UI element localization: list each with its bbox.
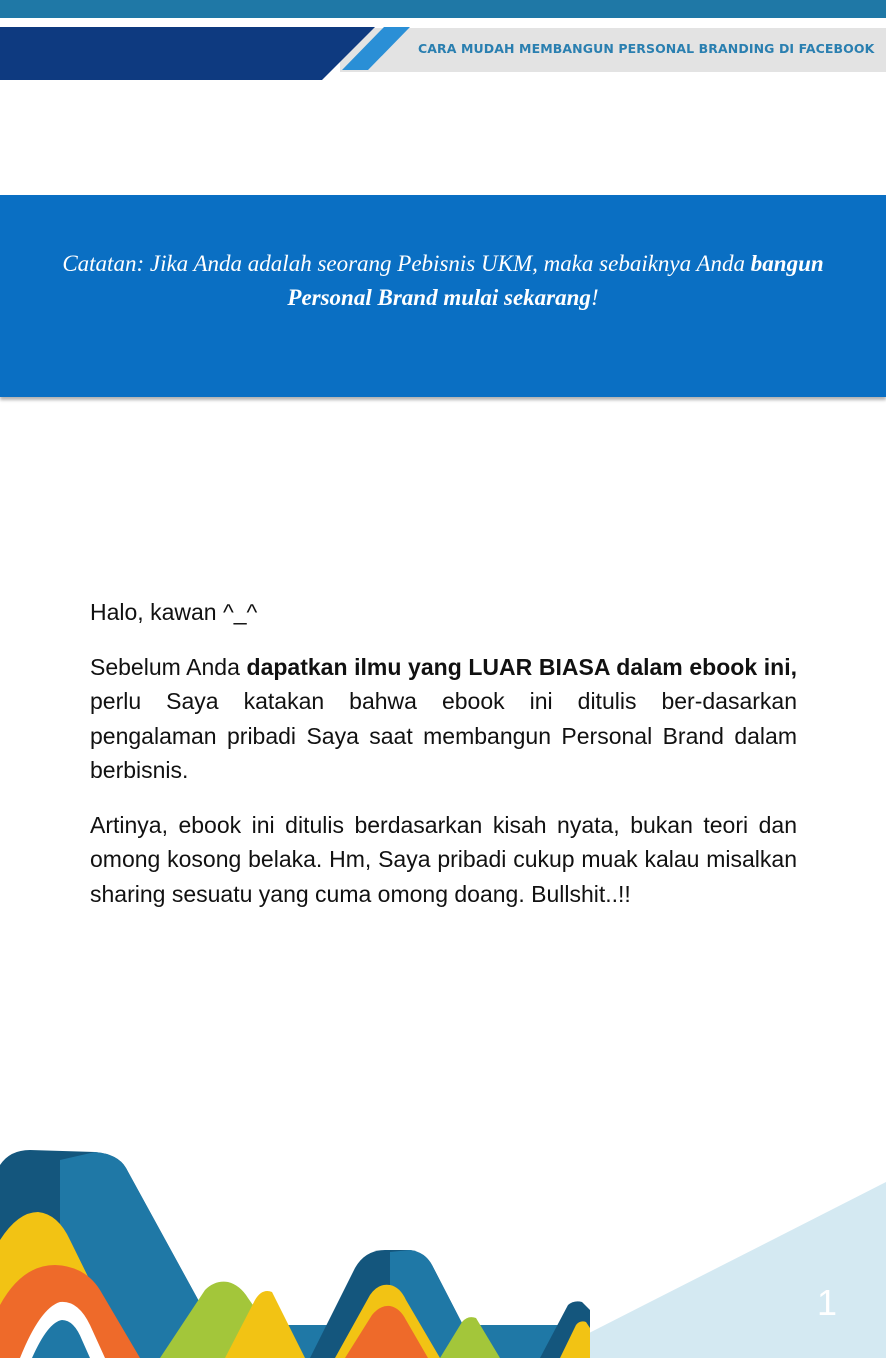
footer-decoration xyxy=(0,1150,886,1358)
header-title: CARA MUDAH MEMBANGUN PERSONAL BRANDING DI FACEBOOK xyxy=(418,41,875,56)
paragraph-1-bold: dapatkan ilmu yang LUAR BIASA dalam ebook ini, xyxy=(246,653,797,680)
note-box xyxy=(0,195,886,397)
note-intro: Catatan: Jika Anda adalah seorang Pebisnis UKM, maka sebaiknya Anda xyxy=(62,251,751,276)
paragraph-2: Artinya, ebook ini ditulis berdasarkan kisah nyata, bukan teori dan omong kosong belaka. Hm, Saya pribadi cukup muak kalau misalkan sharing sesuatu yang cuma omong doang. Bullshit..!! xyxy=(90,811,797,907)
body-content xyxy=(90,595,797,931)
corner-triangle xyxy=(540,1182,886,1358)
paragraph-1-rest: perlu Saya katakan bahwa ebook ini ditulis ber-dasarkan pengalaman pribadi Saya saat membangun Personal Brand dalam berbisnis. xyxy=(90,688,797,783)
greeting: Halo, kawan ^_^ xyxy=(90,599,258,625)
note-emphasis: bangun Personal Brand mulai sekarang xyxy=(287,251,824,310)
header-top-stripe xyxy=(0,0,886,18)
page-number: 1 xyxy=(816,1282,838,1323)
header-navy-band xyxy=(0,27,375,80)
note-text xyxy=(60,247,826,315)
header-banner xyxy=(0,0,886,80)
paragraph-1 xyxy=(90,650,797,788)
note-ending: ! xyxy=(590,285,599,310)
paragraph-1-start: Sebelum Anda xyxy=(90,653,247,680)
